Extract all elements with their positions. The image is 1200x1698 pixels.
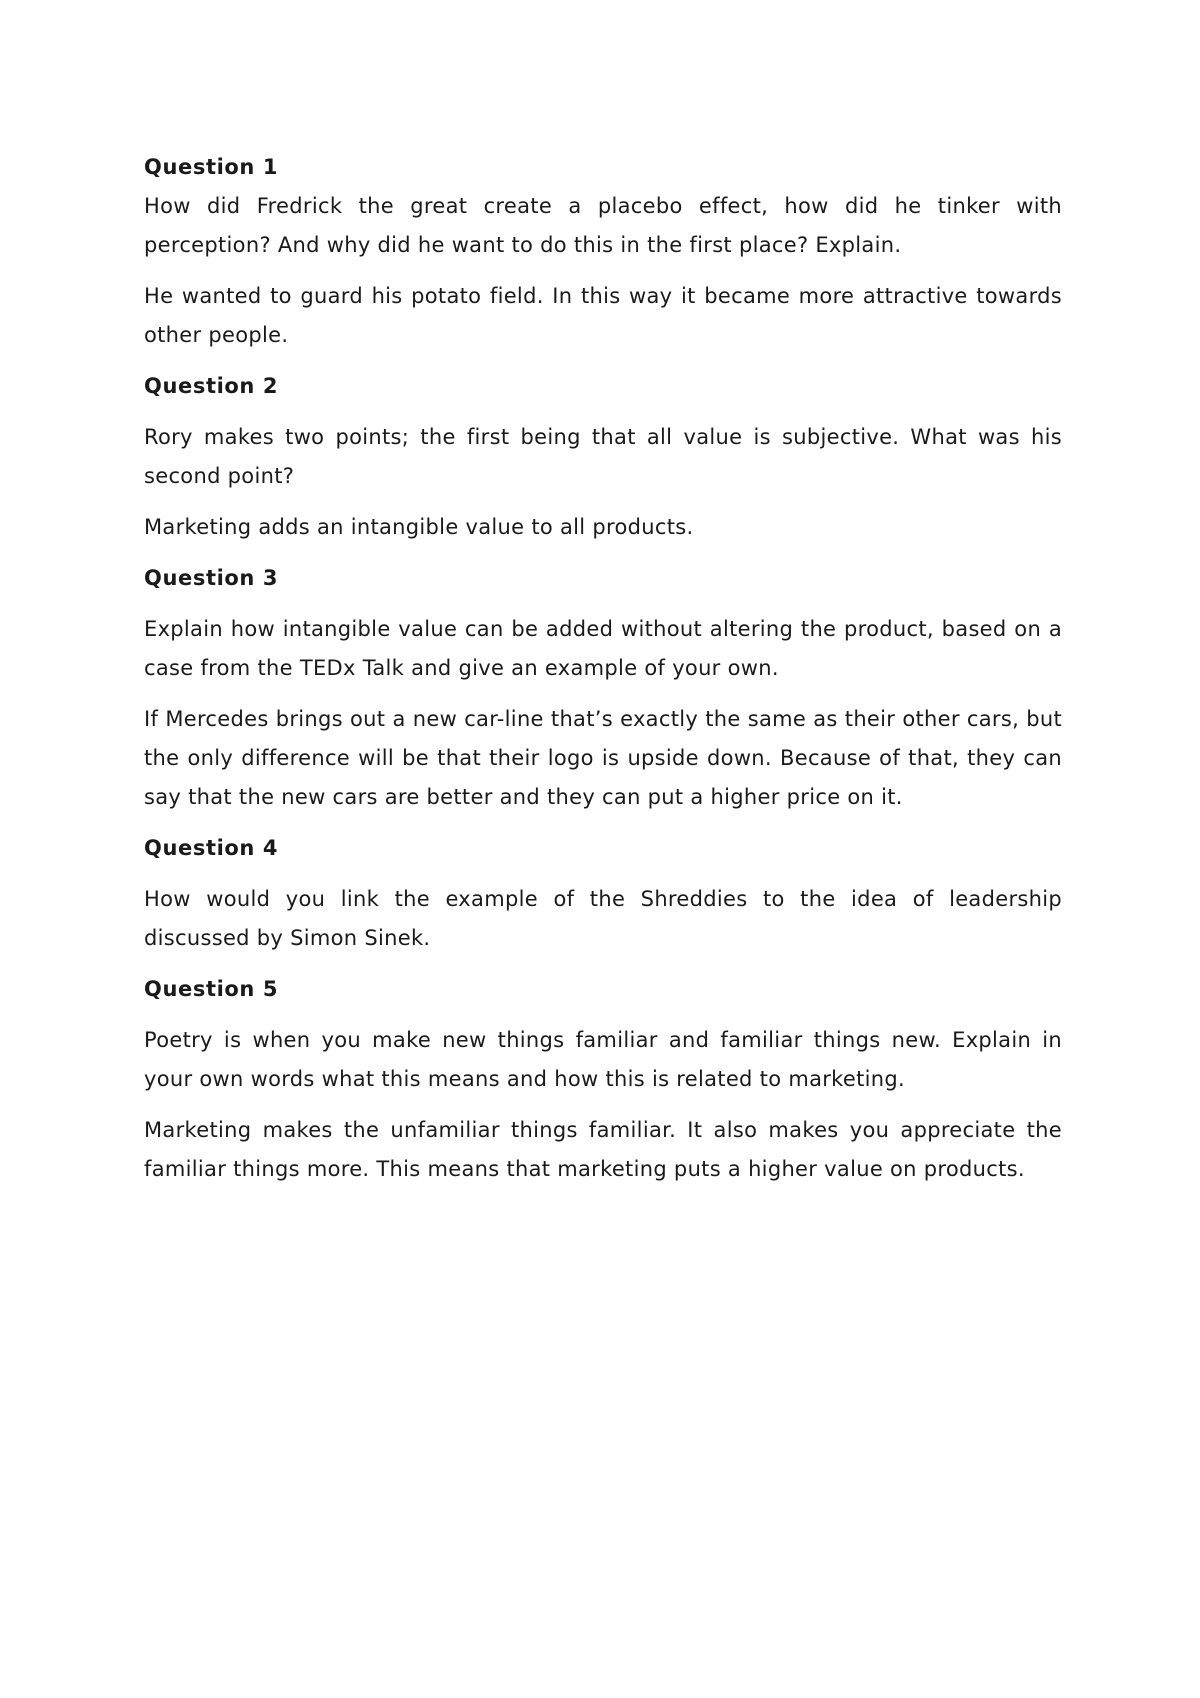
question-4-section [144,829,1062,958]
question-4-heading: Question 4 [144,836,279,860]
question-3-prompt: Explain how intangible value can be added without altering the product, based on a case from the TEDx Talk and give an example of your own. [144,617,1062,680]
question-1-answer: He wanted to guard his potato field. In this way it became more attractive towards other people. [144,284,1062,347]
question-3-heading: Question 3 [144,566,279,590]
question-4-prompt: How would you link the example of the Shreddies to the idea of leadership discussed by Simon Sinek. [144,887,1062,950]
question-3-answer: If Mercedes brings out a new car-line that’s exactly the same as their other cars, but the only difference will be that their logo is upside down. Because of that, they can say that the new cars are better and they can put a higher price on it. [144,707,1062,809]
question-5-section [144,970,1062,1189]
question-2-section [144,367,1062,547]
question-1-prompt: How did Fredrick the great create a placebo effect, how did he tinker with perception? And why did he want to do this in the first place? Explain. [144,194,1062,257]
question-5-answer: Marketing makes the unfamiliar things familiar. It also makes you appreciate the familiar things more. This means that marketing puts a higher value on products. [144,1118,1062,1181]
document-page [144,148,1062,1189]
question-3-section [144,559,1062,817]
question-2-answer: Marketing adds an intangible value to all products. [144,515,694,539]
question-1-section [144,148,1062,355]
question-5-prompt: Poetry is when you make new things familiar and familiar things new. Explain in your own words what this means and how this is related to marketing. [144,1028,1062,1091]
question-2-heading: Question 2 [144,374,279,398]
question-5-heading: Question 5 [144,977,279,1001]
question-2-prompt: Rory makes two points; the first being that all value is subjective. What was his second point? [144,425,1062,488]
question-1-heading: Question 1 [144,155,279,179]
